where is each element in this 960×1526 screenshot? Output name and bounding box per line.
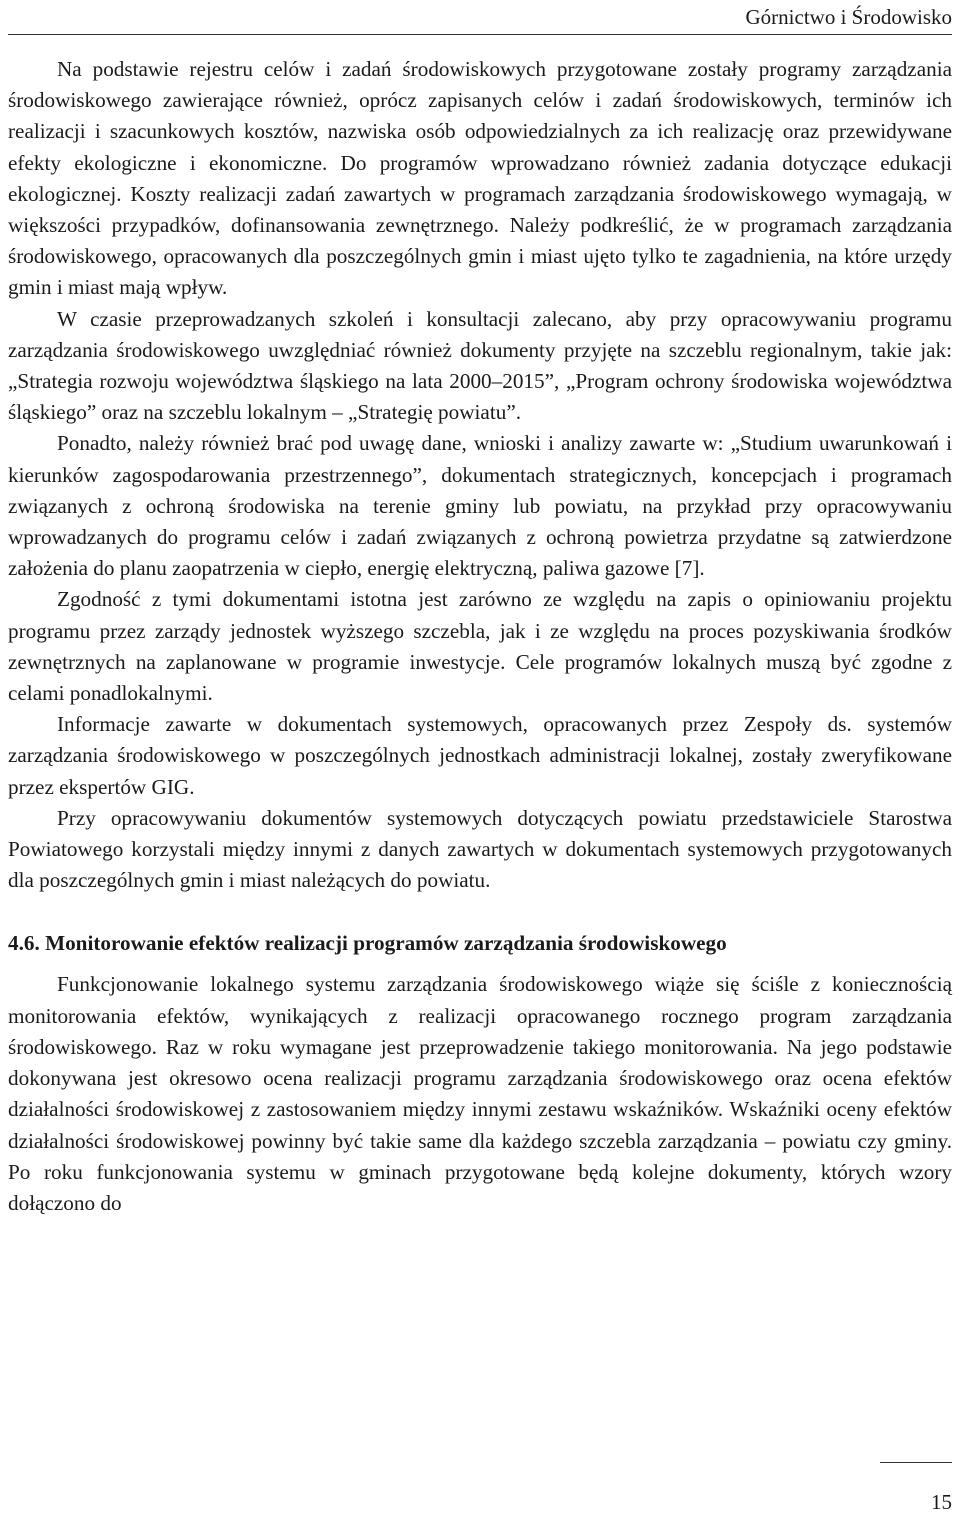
paragraph-5: Informacje zawarte w dokumentach systemowych, opracowanych przez Zespoły ds. systemów zarządzania środowiskowego w poszczególnych jednostkach administracji lokalnej, zostały zweryfikowane przez ekspertów GIG. [8, 712, 952, 799]
paragraph-2: W czasie przeprowadzanych szkoleń i konsultacji zalecano, aby przy opracowywaniu programu zarządzania środowiskowego uwzględniać również dokumenty przyjęte na szczeblu regionalnym, takie jak: „Strategia rozwoju województwa śląskiego na lata 2000–2015”, „Program ochrony środowiska województwa śląskiego” oraz na szczeblu lokalnym – „Strategię powiatu”. [8, 306, 952, 425]
paragraph-4: Zgodność z tymi dokumentami istotna jest zarówno ze względu na zapis o opiniowaniu projektu programu przez zarządy jednostek wyższego szczebla, jak i ze względu na proces pozyskiwania środków zewnętrznych na zaplanowane w programie inwestycje. Cele programów lokalnych muszą być zgodne z celami ponadlokalnymi. [8, 587, 952, 706]
section-paragraph: Funkcjonowanie lokalnego systemu zarządzania środowiskowego wiąże się ściśle z koniecznością monitorowania efektów, wynikających z realizacji opracowanego rocznego program zarządzania środowiskowego. Raz w roku wymagane jest przeprowadzenie takiego monitorowania. Na jego podstawie dokonywana jest okresowo ocena realizacji programu zarządzania środowiskowego oraz ocena efektów działalności środowiskowej z zastosowaniem między innymi zestawu wskaźników. Wskaźniki oceny efektów działalności środowiskowej powinny być takie same dla każdego szczebla zarządzania – powiatu czy gminy. Po roku funkcjonowania systemu w gminach przygotowane będą kolejne dokumenty, których wzory dołączono do [8, 972, 952, 1215]
running-header [8, 0, 952, 35]
section-heading: 4.6. Monitorowanie efektów realizacji programów zarządzania środowiskowego [8, 931, 727, 956]
page-number: 15 [931, 1490, 952, 1514]
paragraph-6: Przy opracowywaniu dokumentów systemowych dotyczących powiatu przedstawiciele Starostwa Powiatowego korzystali między innymi z danych zawartych w dokumentach systemowych przygotowanych dla poszczególnych gmin i miast należących do powiatu. [8, 805, 952, 893]
paragraph-3: Ponadto, należy również brać pod uwagę dane, wnioski i analizy zawarte w: „Studium uwarunkowań i kierunków zagospodarowania przestrzennego”, dokumentach strategicznych, koncepcjach i programach związanych z ochroną środowiska na terenie gminy lub powiatu, na przykład przy opracowywaniu wprowadzanych do programu celów i zadań związanych z ochroną powietrza przydatne są zatwierdzone założenia do planu zaopatrzenia w ciepło, energię elektryczną, paliwa gazowe [7]. [8, 431, 952, 581]
journal-title: Górnictwo i Środowisko [745, 5, 952, 29]
article-body [8, 54, 952, 1219]
paragraph-1: Na podstawie rejestru celów i zadań środowiskowych przygotowane zostały programy zarządzania środowiskowego zawierające również, oprócz zapisanych celów i zadań środowiskowych, terminów ich realizacji i szacunkowych kosztów, nazwiska osób odpowiedzialnych za ich realizację oraz przewidywane efekty ekologiczne i ekonomiczne. Do programów wprowadzano również zadania dotyczące edukacji ekologicznej. Koszty realizacji zadań zawartych w programach zarządzania środowiskowego wymagają, w większości przypadków, dofinansowania zewnętrznego. Należy podkreślić, że w programach zarządzania środowiskowego, opracowanych dla poszczególnych gmin i miast ujęto tylko te zagadnienia, na które urzędy gmin i miast mają wpływ. [8, 57, 952, 300]
page-footer [880, 1462, 952, 1515]
